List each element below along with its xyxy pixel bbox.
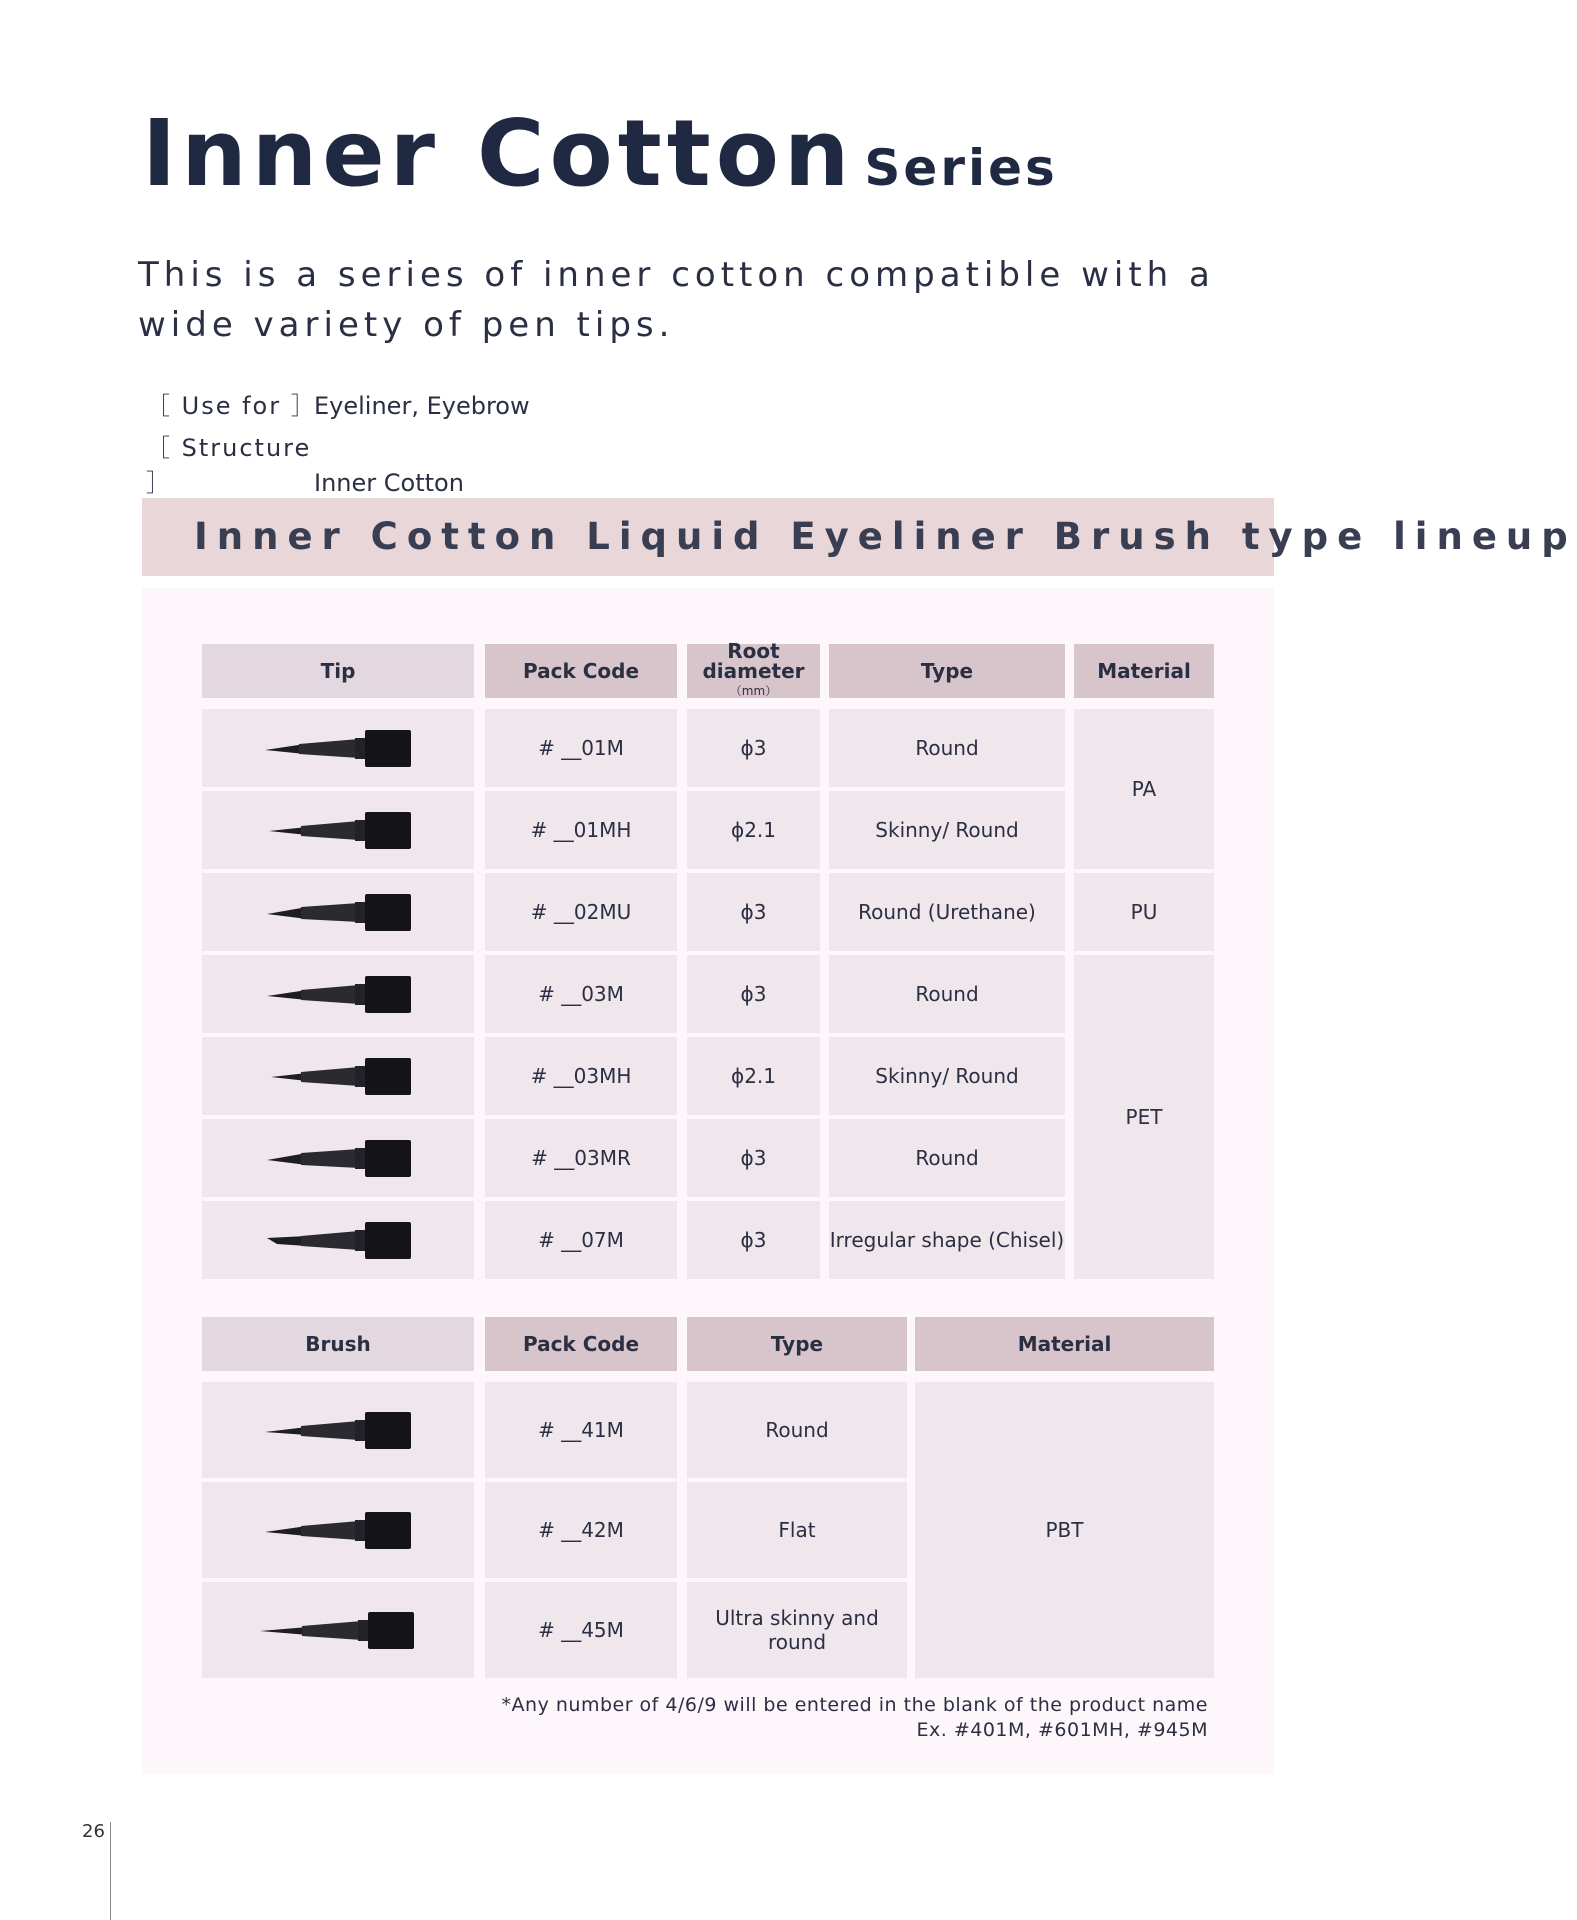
root-diameter-cell: ϕ3 [687,1119,820,1197]
meta-use-for [146,386,530,421]
type-cell: Round [687,1382,907,1478]
root-diameter-cell: ϕ2.1 [687,1037,820,1115]
root-diameter-cell: ϕ3 [687,1201,820,1279]
page-number: 26 [82,1821,105,1842]
series-description: This is a series of inner cotton compatible with a wide variety of pen tips. [138,255,1215,345]
tip-image [202,1119,474,1197]
footnote-line-2: Ex. #401M, #601MH, #945M [916,1719,1208,1741]
header-root-diameter [687,639,820,698]
brush-tip-icon [263,1510,413,1550]
meta-label: ［ Structure ］ [146,434,312,497]
lineup-banner [142,498,1577,576]
pen-tip-icon [263,974,413,1014]
pack-code-cell: # __42M [485,1482,677,1578]
material-cell-pu: PU [1074,873,1214,951]
brush-image [202,1382,474,1478]
pen-tip-icon [263,1220,413,1260]
meta-value: Eyeliner, Eyebrow [314,392,530,420]
tip-image [202,955,474,1033]
material-cell-pet: PET [1074,955,1214,1279]
header-material: Material [915,1317,1214,1371]
header-type: Type [829,644,1065,698]
header-type: Type [687,1317,907,1371]
header-root-unit: （mm） [729,684,778,698]
type-cell: Round [829,955,1065,1033]
header-tip: Tip [202,644,474,698]
root-diameter-cell: ϕ3 [687,873,820,951]
root-diameter-cell: ϕ2.1 [687,791,820,869]
meta-value: Inner Cotton [314,469,464,497]
meta-structure [146,428,464,498]
material-cell-pa: PA [1074,709,1214,869]
pen-tip-icon [263,1138,413,1178]
pack-code-cell: # __03MR [485,1119,677,1197]
banner-title: Inner Cotton Liquid Eyeliner Brush type lineup [194,515,1577,558]
tip-image [202,1037,474,1115]
pack-code-cell: # __03MH [485,1037,677,1115]
page-title [142,100,1058,207]
type-cell: Round [829,709,1065,787]
brush-image [202,1582,474,1678]
page-divider [110,1822,111,1920]
pack-code-cell: # __01MH [485,791,677,869]
pack-code-cell: # __07M [485,1201,677,1279]
type-cell: Ultra skinny and round [687,1582,907,1678]
brush-tip-icon [258,1610,418,1650]
header-pack-code: Pack Code [485,644,677,698]
meta-label: ［ Use for ］ [146,392,317,420]
material-cell-pbt: PBT [915,1382,1214,1678]
pack-code-cell: # __01M [485,709,677,787]
pen-tip-icon [263,728,413,768]
type-cell: Round [829,1119,1065,1197]
pack-code-cell: # __03M [485,955,677,1033]
type-cell: Skinny/ Round [829,791,1065,869]
tip-image [202,791,474,869]
brush-image [202,1482,474,1578]
header-pack-code: Pack Code [485,1317,677,1371]
pen-tip-icon [263,1056,413,1096]
header-root-label: Root diameter [702,639,805,683]
tip-image [202,709,474,787]
root-diameter-cell: ϕ3 [687,709,820,787]
title-main: Inner Cotton [142,100,855,207]
pen-tip-icon [263,810,413,850]
pen-tip-icon [263,892,413,932]
header-brush: Brush [202,1317,474,1371]
type-cell: Round (Urethane) [829,873,1065,951]
tip-image [202,873,474,951]
type-cell: Skinny/ Round [829,1037,1065,1115]
tip-image [202,1201,474,1279]
pack-code-cell: # __41M [485,1382,677,1478]
brush-tip-icon [263,1410,413,1450]
header-material: Material [1074,644,1214,698]
lineup-panel [142,588,1274,1774]
root-diameter-cell: ϕ3 [687,955,820,1033]
title-sub: Series [864,139,1058,197]
pack-code-cell: # __45M [485,1582,677,1678]
pack-code-cell: # __02MU [485,873,677,951]
type-cell: Irregular shape (Chisel) [829,1201,1065,1279]
footnote-line-1: *Any number of 4/6/9 will be entered in the blank of the product name [501,1694,1208,1716]
type-cell: Flat [687,1482,907,1578]
